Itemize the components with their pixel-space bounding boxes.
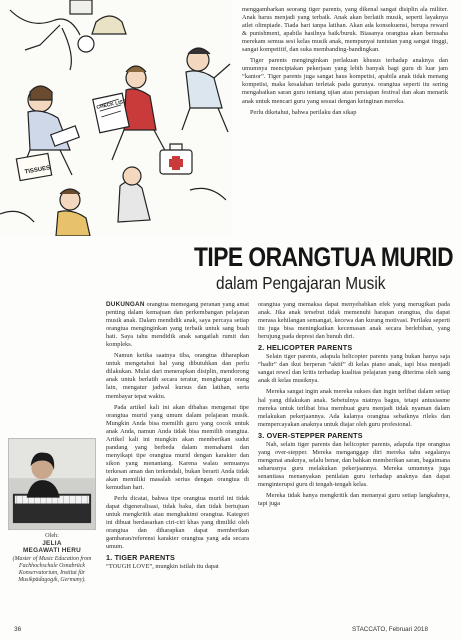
- right-column: [258, 301, 450, 511]
- paragraph: Mereka tidak hanya mengkritik dan menanyai guru setiap langkahnya, tapi juga: [258, 492, 450, 508]
- author-photo: [8, 438, 96, 530]
- paragraph: menggambarkan seorang tiger parents, yang dikenal sangat disiplin ala militer. Anak harus menjadi yang terbaik. Anak akan berlatih musik, seperti layaknya atlet olimpiade. Tiada hari tanpa latihan. Akan ada konsekuensi, berupa reward & punishment, apabila hasilnya baik/buruk. Biasanya orangtua akan berusaha merekam semua sesi kelas musik anak, mempunyai tuntutan yang sangat tinggi, sangat kompetitif, dan suka membanding-bandingkan.: [242, 6, 448, 54]
- checklist-sign-text: CHECK LIST: [95, 98, 127, 111]
- tissues-box-label: TISSUES: [24, 165, 51, 176]
- section-heading: 2. HELICOPTER PARENTS: [258, 343, 353, 353]
- article-subtitle: dalam Pengajaran Musik: [216, 273, 386, 293]
- paragraph: Tiger parents menginginkan perlakuan khusus terhadap anaknya dan umumnya menciptakan pekerjaan yang lebih banyak bagi guru di luar jam “kantor”. Tiger parents juga sangat haus kompetisi, apabila anak tidak menang kompetisi, maka kesalahan terletak pada gurunya. orangtua seperti itu sering mengabaikan saran guru tentang ujian atau persiapan festival dan akan menarik anak untuk mencari guru yang sesuai dengan keinginan mereka.: [242, 57, 448, 105]
- left-column: [106, 301, 249, 575]
- publication-footer: STACCATO, Februari 2018: [352, 626, 428, 633]
- author-credit: [8, 532, 96, 584]
- paragraph: Mereka sangat ingin anak mereka sukses dan ingin terlibat dalam setiap hal yang dilakukan anak. Sebetulnya niatnya bagus, tetapi antusiasme mereka untuk terlibat bisa membuat guru menjadi tidak nyaman dalam melakukan pekerjaannya. Ada kalanya orangtua sebaiknya rileks dan mempercayakan anaknya untuk diajar oleh guru profesional.: [258, 388, 450, 428]
- paragraph: “TOUGH LOVE”, mungkin istilah itu dapat: [106, 563, 219, 571]
- lead-rest: orangtua memegang peranan yang amat penting dalam kemajuan dan perkembangan pelajaran musik anak. Dalam mendidik anak, saya percaya setiap orangtua menginginkan yang terbaik untuk sang buah hati. Saya tahu mendidik anak sangatlah rumit dan kompleks.: [106, 301, 249, 349]
- section-heading: 1. TIGER PARENTS: [106, 553, 175, 563]
- lead-word: DUKUNGAN: [106, 301, 145, 308]
- article-title-block: [0, 240, 461, 296]
- paragraph: [106, 301, 249, 349]
- paragraph: Selain tiger parents, adapula helicopter parents yang bukan hanya saja “hadir” dan ikut berperan “aktif” di kelas piano anak, tapi bisa menjadi sangat rewel dan kritis terhadap kualitas pelajaran yang diterima oleh sang anak di kelas musiknya.: [258, 353, 450, 385]
- author-credentials: (Master of Music Education from Fachhochschule Osnabrück Konservatorium, Institut für Musikpädagogik, Germany).: [12, 555, 92, 584]
- author-name-line2: MEGAWATI HERU: [22, 547, 82, 555]
- paragraph: Pada artikel kali ini akan dibahas mengenai tipe orangtua murid yang umum dalam pelajaran musik. Mungkin Anda bisa memilih guru yang cocok untuk anak Anda, namun Anda tidak bisa memilih orangtua. Artikel kali ini mungkin akan memberikan sudut pandang yang berbeda dalam memahami dan menyikapi tipe orangtua murid dengan karakter dan sikon yang menantang. Karena walau semuanya terkesan aman dan terkendali, bukan berarti Anda tidak akan memiliki masalah serius dengan orangtua di kemudian hari.: [106, 403, 249, 492]
- author-name-line1: JELIA: [42, 539, 62, 547]
- paragraph: Namun ketika saatnya tiba, orangtua diharapkan untuk mengetahui hal yang dibutuhkan dan perlu dilakukan. Mulai dari menerapkan disiplin, mendorong anak untuk berlatih secara teratur, menghargai orang lain, mengatur jadwal kursus dan latihan, serta membayar tepat waktu.: [106, 352, 249, 400]
- paragraph: Perlu dicatat, bahwa tipe orangtua murid ini tidak dapat digeneralisasi, tidak baku, dan tidak bertujuan untuk mengkritik atau menghakimi orangtua. Kategori ini dibuat berdasarkan ciri-ciri khas yang dimiliki oleh orangtua dan diharapkan dapat memberikan gambaran/referensi karakter orangtua yang ada secara umum.: [106, 495, 249, 551]
- paragraph: orangtua yang memaksa dapat menyebabkan efek yang merugikan pada anak. Jika anak tersebut tidak memenuhi harapan orangtua, dia dapat merasa kehilangan semangat, kecewa dan kurang motivasi. Perilaku seperti itu juga bisa meningkatkan kecemasan anak secara berlebihan, yang berujung pada depresi dan bunuh diri.: [258, 301, 450, 341]
- article-title: TIPE ORANGTUA MURID: [194, 242, 454, 272]
- top-right-column: [242, 6, 448, 120]
- paragraph: Perlu diketahui, bahwa perilaku dan sikap: [250, 108, 357, 116]
- paragraph: Nah, selain tiger parents dan helicopter parents, adapula tipe orangtua yang over-stepper. Mereka menganggap diri mereka tahu segalanya mengenai anaknya, selalu benar, dan bahkan memberikan saran, bagaimana seharusnya guru melakukan pekerjaannya. Mereka umumnya juga senantiasa menanyakan penilaian guru terhadap anaknya dan dapat menginterupsi guru di tengah-tengah kelas.: [258, 440, 450, 488]
- section-heading: 3. OVER-STEPPER PARENTS: [258, 430, 363, 440]
- cartoon-illustration: [0, 0, 232, 236]
- author-by-label: Oleh:: [45, 532, 59, 539]
- page-number: 36: [14, 626, 22, 633]
